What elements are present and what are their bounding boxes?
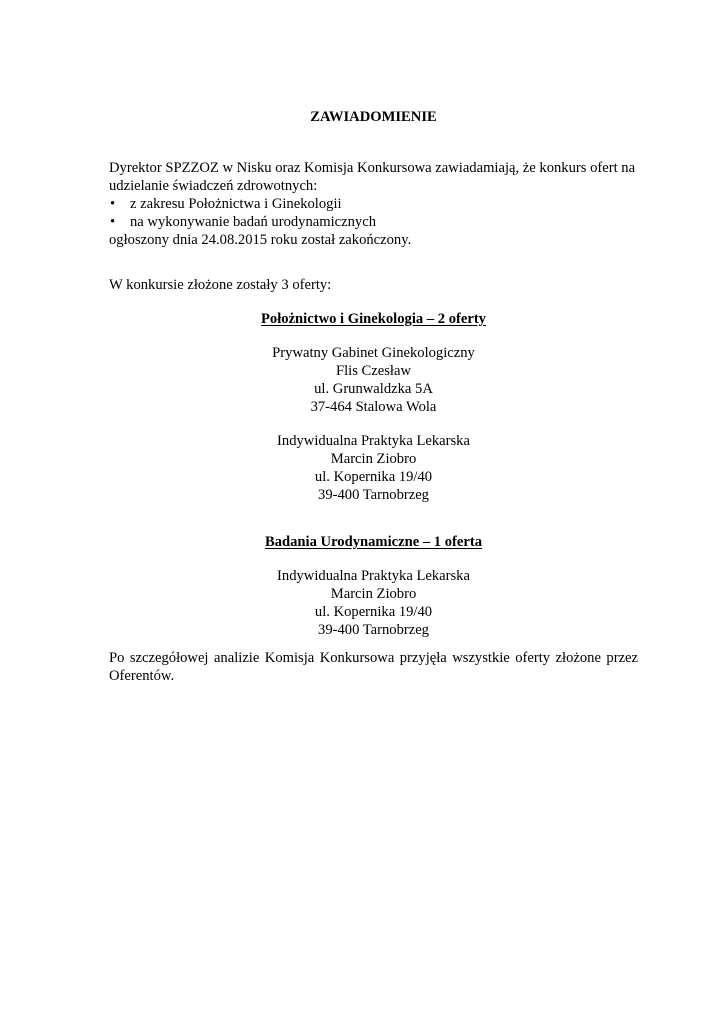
offer-block: [109, 344, 638, 416]
scope-list: [109, 195, 638, 231]
offer-line: ul. Kopernika 19/40: [314, 469, 433, 485]
offer-line: 37-464 Stalowa Wola: [310, 399, 437, 415]
offer-line: Flis Czesław: [336, 363, 411, 379]
list-item-text: na wykonywanie badań urodynamicznych: [130, 214, 376, 230]
offers-count-text: W konkursie złożone zostały 3 oferty:: [109, 277, 332, 293]
section-heading: Położnictwo i Ginekologia – 2 oferty: [261, 311, 486, 327]
intro-text: Dyrektor SPZZOZ w Nisku oraz Komisja Konkursowa zawiadamiają, że konkurs ofert na udzielanie świadczeń zdrowotnych:: [109, 160, 636, 194]
offer-line: ul. Kopernika 19/40: [314, 604, 433, 620]
offer-line: 39-400 Tarnobrzeg: [318, 487, 429, 503]
offer-block: [109, 432, 638, 504]
offer-line: Indywidualna Praktyka Lekarska: [277, 433, 470, 449]
offer-line: Marcin Ziobro: [330, 451, 417, 467]
offer-block: [109, 567, 638, 639]
intro-closing: ogłoszony dnia 24.08.2015 roku został zakończony.: [109, 232, 412, 248]
offer-line: Prywatny Gabinet Ginekologiczny: [272, 345, 475, 361]
list-item: [109, 213, 638, 231]
section-obstetrics: [109, 310, 638, 504]
conclusion-paragraph: Po szczegółowej analizie Komisja Konkursowa przyjęła wszystkie oferty złożone przez Oferentów.: [109, 650, 638, 684]
offer-line: ul. Grunwaldzka 5A: [314, 381, 433, 397]
offer-line: 39-400 Tarnobrzeg: [318, 622, 429, 638]
list-item-text: z zakresu Położnictwa i Ginekologii: [130, 196, 342, 212]
section-urodynamics: [109, 533, 638, 639]
document-page: [109, 0, 638, 1024]
bullet-icon: •: [110, 196, 116, 212]
bullet-icon: •: [110, 214, 116, 230]
intro-paragraph: [109, 159, 638, 249]
offer-line: Indywidualna Praktyka Lekarska: [277, 568, 470, 584]
list-item: [109, 195, 638, 213]
section-heading: Badania Urodynamiczne – 1 oferta: [264, 534, 482, 550]
offer-line: Marcin Ziobro: [330, 586, 417, 602]
document-title: ZAWIADOMIENIE: [310, 109, 437, 125]
